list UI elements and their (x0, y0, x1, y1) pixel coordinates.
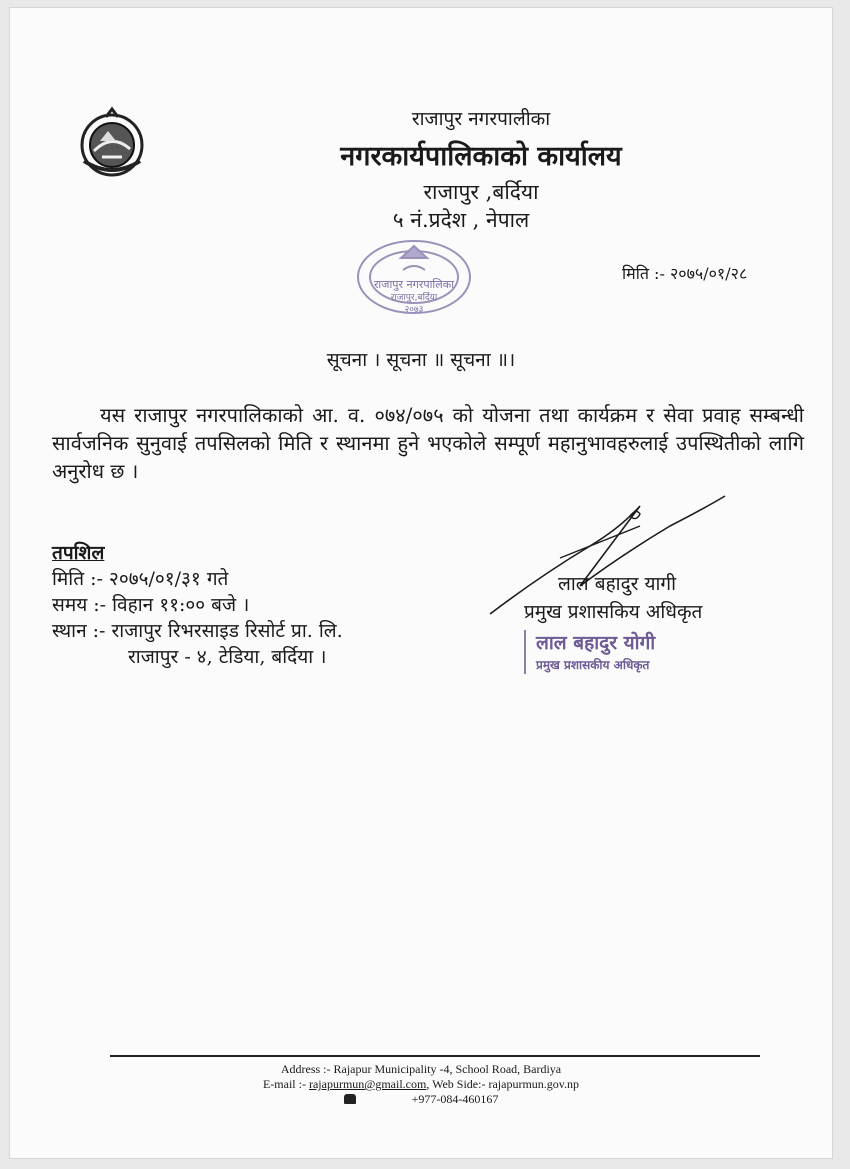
issue-date: मिति :- २०७५/०१/२८ (622, 264, 748, 283)
letter-footer (10, 1062, 832, 1107)
details-heading: तपशिल (52, 542, 105, 564)
stamp-name: लाल बहादुर योगी (536, 632, 656, 654)
official-stamp (524, 630, 655, 674)
office-name: नगरकार्यपालिकाको कार्यालय (340, 141, 622, 172)
notice-title: सूचना । सूचना ॥ सूचना ॥। (326, 349, 516, 371)
footer-address: Address :- Rajapur Municipality -4, School Road, Bardiya (280, 1062, 562, 1076)
notice-body: यस राजापुर नगरपालिकाको आ. व. ०७४/०७५ को योजना तथा कार्यक्रम र सेवा प्रवाह सम्बन्धी सार्वजनिक सुनुवाई तपसिलको मिति र स्थानमा हुने भएकोले सम्पूर्ण महानुभावहरुलाई उपस्थितीको लागि अनुरोध छ । (52, 403, 804, 483)
municipality-seal (353, 236, 475, 318)
letter-page (10, 8, 832, 1158)
seal-sub: राजापुर,बर्दिया (390, 293, 438, 303)
municipality-name: राजापुर नगरपालीका (411, 108, 551, 130)
phone-icon (344, 1094, 356, 1104)
footer-phone: +977-084-460167 (411, 1092, 499, 1106)
footer-phone-line (10, 1092, 832, 1107)
office-province: ५ नं.प्रदेश , नेपाल (392, 208, 530, 232)
footer-email-label: E-mail :- (262, 1077, 309, 1091)
footer-email-link[interactable]: rajapurmun@gmail.com (308, 1077, 427, 1091)
event-details (52, 540, 343, 670)
event-place: स्थान :- राजापुर रिभरसाइड रिसोर्ट प्रा. लि. (52, 620, 343, 642)
event-date: मिति :- २०७५/०१/३१ गते (52, 568, 229, 590)
stamp-title: प्रमुख प्रशासकीय अधिकृत (536, 658, 650, 672)
event-time: समय :- विहान ११:०० बजे । (52, 594, 250, 616)
event-place-line2: राजापुर - ४, टेडिया, बर्दिया । (128, 646, 327, 668)
signatory-title: प्रमुख प्रशासकिय अधिकृत (524, 601, 703, 623)
signatory-name: लाल बहादुर यागी (558, 573, 677, 595)
seal-label: राजापुर नगरपालिका (373, 278, 455, 291)
office-address: राजापुर ,बर्दिया (423, 180, 539, 204)
footer-website: , Web Side:- rajapurmun.gov.np (426, 1077, 579, 1091)
footer-divider (110, 1055, 760, 1057)
footer-contact (10, 1077, 832, 1092)
seal-year: २०७३ (404, 305, 424, 315)
